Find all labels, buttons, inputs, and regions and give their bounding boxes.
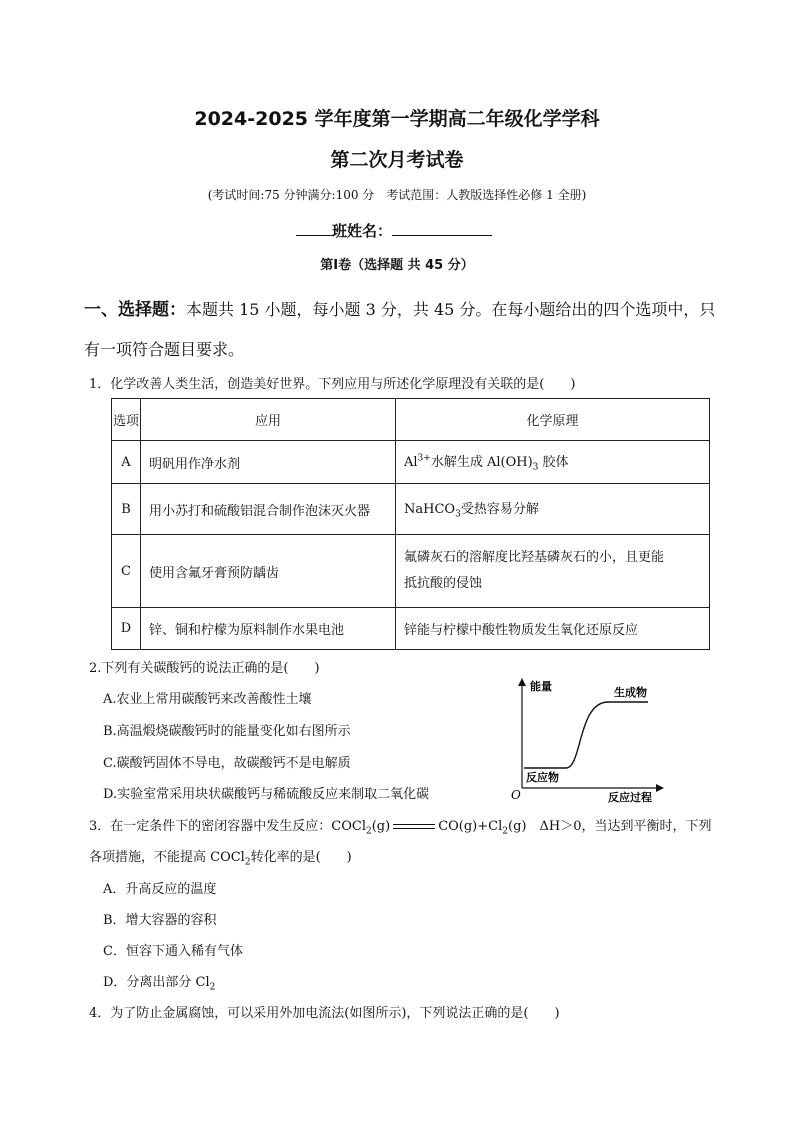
section-heading xyxy=(84,290,724,370)
name-label: 班姓名： xyxy=(332,222,393,240)
q1-stem: 1．化学改善人类生活，创造美好世界。下列应用与所述化学原理没有关联的是( ) xyxy=(89,377,576,392)
table-cell-principle: 氟磷灰石的溶解度比羟基磷灰石的小，且更能 抵抗酸的侵蚀 xyxy=(396,535,710,608)
table-header: 化学原理 xyxy=(396,399,710,441)
table-cell-application: 使用含氟牙膏预防龋齿 xyxy=(141,535,396,608)
reactant-label: 反应物 xyxy=(526,771,559,784)
section-heading-label: 一、选择题： xyxy=(84,300,186,320)
table-cell-application: 明矾用作净水剂 xyxy=(141,441,396,484)
name-row xyxy=(296,220,492,241)
section-heading-text: 本题共 15 小题，每小题 3 分，共 45 分。在每小题给出的四个选项中，只有一项符合题目要求。 xyxy=(84,300,716,359)
table-row xyxy=(112,535,710,608)
q1-table xyxy=(111,398,710,650)
q2-option-c: C.碳酸钙固体不导电，故碳酸钙不是电解质 xyxy=(103,756,351,771)
energy-curve xyxy=(524,702,648,768)
name-blank[interactable] xyxy=(392,221,492,236)
q3-option-a: A．升高反应的温度 xyxy=(103,882,217,897)
q3-stem-line1: 3．在一定条件下的密闭容器中发生反应：COCl$_2$(g) $CO(g)+Cl_2(g)$ ΔH＞0，当达到平衡时，下列 xyxy=(89,819,712,837)
table-row xyxy=(112,608,710,650)
table-cell-option: A xyxy=(112,441,141,484)
table-header: 选项 xyxy=(112,399,141,441)
equilibrium-arrow xyxy=(393,822,435,832)
origin-label: O xyxy=(511,788,521,802)
exam-info: (考试时间:75 分钟满分:100 分 考试范围：人教版选择性必修 1 全册) xyxy=(207,188,587,202)
table-cell-option: D xyxy=(112,608,141,650)
table-cell-application: 用小苏打和硫酸铝混合制作泡沫灭火器 xyxy=(141,484,396,535)
part-title: 第Ⅰ卷（选择题 共 45 分） xyxy=(320,258,474,273)
exam-subtitle: 第二次月考试卷 xyxy=(330,149,464,171)
table-row xyxy=(112,441,710,484)
table-header-row xyxy=(112,399,710,441)
energy-diagram xyxy=(508,674,668,806)
class-blank[interactable] xyxy=(296,221,332,236)
q3-option-c: C．恒容下通入稀有气体 xyxy=(103,944,243,959)
x-axis-arrow xyxy=(656,784,664,792)
q3-stem-line2: 各项措施，不能提高 COCl$_2$转化率的是( ) xyxy=(89,850,352,868)
exam-title: 2024-2025 学年度第一学期高二年级化学学科 xyxy=(194,108,600,130)
y-axis-arrow xyxy=(518,678,526,686)
table-cell-application: 锌、铜和柠檬为原料制作水果电池 xyxy=(141,608,396,650)
table-cell-option: B xyxy=(112,484,141,535)
table-cell-principle: NaHCO$_3$受热容易分解 xyxy=(396,484,710,535)
x-axis-label: 反应过程 xyxy=(608,791,652,804)
table-cell-principle: $Al^{3+}$水解生成 $Al(OH)_3$ 胶体 xyxy=(396,441,710,484)
table-cell-principle: 锌能与柠檬中酸性物质发生氧化还原反应 xyxy=(396,608,710,650)
y-axis-label: 能量 xyxy=(530,680,552,693)
q3-option-b: B．增大容器的容积 xyxy=(103,913,217,928)
product-label: 生成物 xyxy=(614,686,647,699)
q3-option-d: D．分离出部分 $Cl_2$ xyxy=(103,975,216,993)
q4-stem: 4．为了防止金属腐蚀，可以采用外加电流法(如图所示)，下列说法正确的是( ) xyxy=(89,1006,560,1021)
q2-option-b: B.高温煅烧碳酸钙时的能量变化如右图所示 xyxy=(103,724,351,739)
q2-stem: 2.下列有关碳酸钙的说法正确的是( ) xyxy=(89,661,320,676)
table-header: 应用 xyxy=(141,399,396,441)
q2-option-d: D.实验室常采用块状碳酸钙与稀硫酸反应来制取二氧化碳 xyxy=(103,787,430,802)
table-cell-option: C xyxy=(112,535,141,608)
q2-option-a: A.农业上常用碳酸钙来改善酸性土壤 xyxy=(103,692,312,707)
table-row xyxy=(112,484,710,535)
